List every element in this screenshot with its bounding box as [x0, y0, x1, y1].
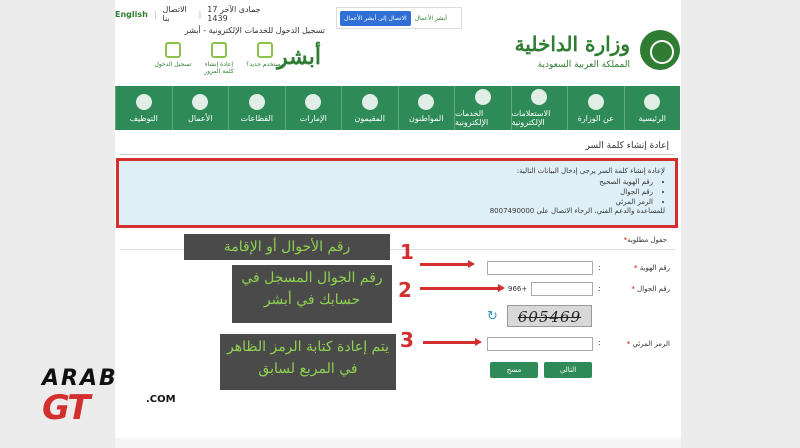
- business-banner-button[interactable]: الاتصال إلى أبشر الأعمال: [340, 11, 411, 26]
- captcha-image: 605469: [507, 305, 592, 327]
- english-link[interactable]: English: [115, 9, 148, 19]
- nav-citizens[interactable]: المواطنون: [398, 86, 455, 130]
- sectors-icon: [249, 94, 265, 110]
- login-icon: [165, 42, 181, 58]
- ministry-icon: [588, 94, 604, 110]
- mobile-prefix: 966+: [508, 285, 528, 293]
- residents-icon: [362, 94, 378, 110]
- nav-business[interactable]: الأعمال: [172, 86, 229, 130]
- nav-home[interactable]: الرئيسية: [624, 86, 681, 130]
- new-user-icon: [257, 42, 273, 58]
- emirates-icon: [305, 94, 321, 110]
- main-nav: [115, 86, 680, 130]
- id-label: * رقم الهوية: [634, 264, 670, 272]
- support-text: للمساعدة والدعم الفني، الرجاء الاتصال على 8007490000: [489, 207, 665, 215]
- mobile-label: * رقم الجوال: [631, 285, 670, 293]
- annotation-3-number: 3: [400, 328, 414, 352]
- instructions-list: [129, 177, 665, 207]
- nav-inquiries[interactable]: الاستعلامات الإلكترونية: [511, 86, 568, 130]
- business-banner[interactable]: [336, 7, 462, 29]
- hijri-date: 17 جمادى الآخر 1439: [207, 5, 261, 23]
- captcha-label: * الرمز المرئي: [626, 340, 670, 348]
- citizens-icon: [418, 94, 434, 110]
- nav-emirates[interactable]: الإمارات: [285, 86, 342, 130]
- page-title: إعادة إنشاء كلمة السر: [120, 137, 675, 155]
- id-input[interactable]: [487, 261, 593, 275]
- login-link[interactable]: تسجيل الدخول: [153, 42, 193, 75]
- nav-residents[interactable]: المقيمون: [341, 86, 398, 130]
- ministry-title: وزارة الداخلية: [514, 32, 630, 56]
- annotation-1-text: رقم الأحوال أو الإقامة: [184, 234, 390, 260]
- employment-icon: [136, 94, 152, 110]
- list-item: • رقم الجوال: [129, 187, 653, 197]
- business-banner-label: أبشر الأعمال: [414, 14, 447, 22]
- instructions-box: [116, 158, 678, 228]
- refresh-captcha-icon[interactable]: ↻: [487, 309, 498, 324]
- annotation-2-text: رقم الجوال المسجل في حسابك في أبشر: [232, 265, 392, 323]
- annotation-1-arrow: [420, 263, 470, 266]
- nav-sectors[interactable]: القطاعات: [228, 86, 285, 130]
- new-user-link[interactable]: مستخدم جديد؟: [245, 42, 285, 75]
- top-links-bar: English | الاتصال بنا | 17 جمادى الآخر 1439: [115, 5, 275, 23]
- absher-login-box: [115, 22, 325, 84]
- ministry-emblem-icon: [640, 30, 680, 70]
- absher-logo: أبشر: [277, 44, 321, 70]
- captcha-input[interactable]: [487, 337, 593, 351]
- annotation-2-number: 2: [398, 278, 412, 302]
- next-button[interactable]: التالي: [544, 362, 592, 378]
- annotation-1-number: 1: [400, 240, 414, 264]
- annotation-2-arrow: [420, 287, 500, 290]
- annotation-3-text: يتم إعادة كتابة الرمز الظاهر في المربع لسابق: [220, 334, 396, 390]
- nav-eservices[interactable]: الخدمات الإلكترونية: [454, 86, 511, 130]
- annotation-3-arrow: [423, 341, 477, 344]
- contact-link[interactable]: الاتصال بنا: [162, 5, 187, 23]
- reset-password-link[interactable]: إعادة إنشاء كلمة المرور: [199, 42, 239, 75]
- ministry-logo[interactable]: [480, 10, 680, 80]
- footer-strip: [115, 438, 681, 448]
- absher-links: [153, 42, 285, 75]
- list-item: • الرمز المرئي: [129, 197, 653, 207]
- nav-employment[interactable]: التوظيف: [115, 86, 172, 130]
- globe-icon: [475, 89, 491, 105]
- business-icon: [192, 94, 208, 110]
- clear-button[interactable]: مسح: [490, 362, 538, 378]
- absher-title: تسجيل الدخول للخدمات الإلكترونية - أبشر: [184, 26, 325, 35]
- list-item: • رقم الهوية الصحيح: [129, 177, 653, 187]
- required-note: *حقول مطلوبة: [120, 236, 675, 250]
- home-icon: [644, 94, 660, 110]
- reset-password-icon: [211, 42, 227, 58]
- nav-about[interactable]: عن الوزارة: [567, 86, 624, 130]
- mobile-input[interactable]: [531, 282, 593, 296]
- arabgt-logo: ARAB GT .COM: [42, 366, 176, 428]
- instructions-intro: لإعادة إنشاء كلمة السر يرجى إدخال البيانات التالية:: [516, 167, 665, 175]
- ministry-subtitle: المملكة العربية السعودية: [537, 60, 630, 70]
- inquiry-icon: [531, 89, 547, 105]
